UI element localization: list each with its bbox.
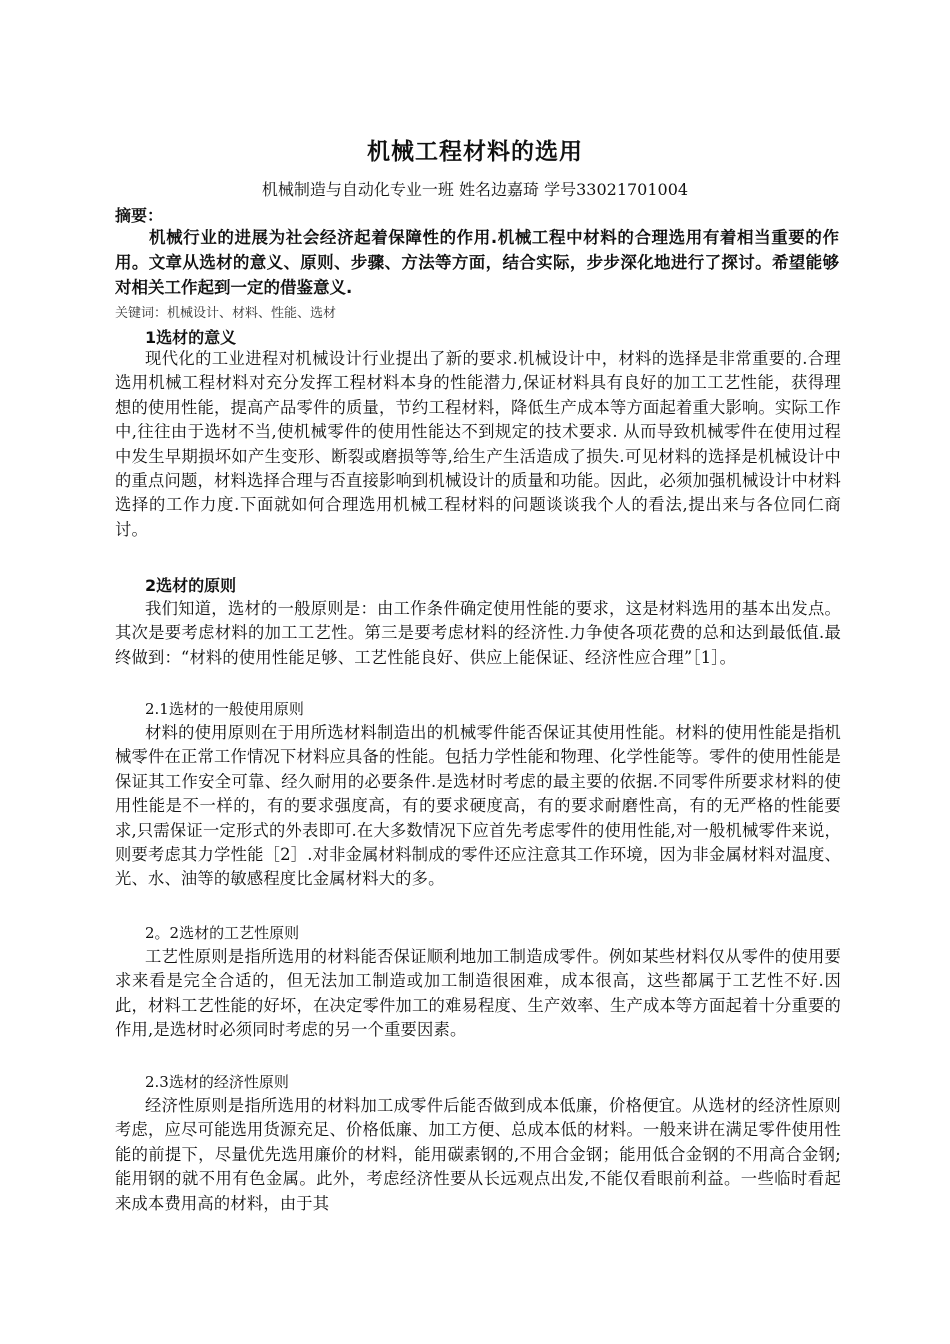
section-2-2-heading: 2。2选材的工艺性原则 [145, 924, 300, 942]
section-1-paragraph: 现代化的工业进程对机械设计行业提出了新的要求.机械设计中，材料的选择是非常重要的.合理选用机械工程材料对充分发挥工程材料本身的性能潜力,保证材料具有良好的加工工艺性能，获得理想的使用性能，提高产品零件的质量，节约工程材料，降低生产成本等方面起着重大影响。实际工作中,往往由于选材不当,使机械零件的使用性能达不到规定的技术要求. 从而导致机械零件在使用过程中发生早期损坏如产生变形、断裂或磨损等等,给生产生活造成了损失.可见材料的选择是机械设计中的重点问题，材料选择合理与否直接影响到机械设计的质量和功能。因此，必须加强机械设计中材料选择的工作力度.下面就如何合理选用机械工程材料的问题谈谈我个人的看法,提出来与各位同仁商讨。 [115, 349, 841, 539]
section-2-3-paragraph: 经济性原则是指所选用的材料加工成零件后能否做到成本低廉，价格便宜。从选材的经济性原则考虑，应尽可能选用货源充足、价格低廉、加工方便、总成本低的材料。一般来讲在满足零件使用性能的前提下，尽量优先选用廉价的材料，能用碳素钢的,不用合金钢；能用低合金钢的不用高合金钢;能用钢的就不用有色金属。此外，考虑经济性要从长远观点出发,不能仅看眼前利益。一些临时看起来成本费用高的材料，由于其 [115, 1096, 841, 1213]
section-2-1-heading: 2.1选材的一般使用原则 [145, 700, 304, 718]
section-2-2-paragraph: 工艺性原则是指所选用的材料能否保证顺利地加工制造成零件。例如某些材料仅从零件的使用要求来看是完全合适的，但无法加工制造或加工制造很困难，成本很高，这些都属于工艺性不好.因此，材料工艺性能的好坏，在决定零件加工的难易程度、生产效率、生产成本等方面起着十分重要的作用,是选材时必须同时考虑的另一个重要因素。 [115, 947, 841, 1040]
author-line: 机械制造与自动化专业一班 姓名边嘉琦 学号33021701004 [261, 180, 689, 199]
page-title: 机械工程材料的选用 [367, 139, 583, 165]
section-2-heading: 2选材的原则 [145, 576, 237, 595]
section-2-1-paragraph: 材料的使用原则在于用所选材料制造出的机械零件能否保证其使用性能。材料的使用性能是指机械零件在正常工作情况下材料应具备的性能。包括力学性能和物理、化学性能等。零件的使用性能是保证其工作安全可靠、经久耐用的必要条件.是选材时考虑的最主要的依据.不同零件所要求材料的使用性能是不一样的，有的要求强度高，有的要求硬度高，有的要求耐磨性高，有的无严格的性能要求,只需保证一定形式的外表即可.在大多数情况下应首先考虑零件的使用性能,对一般机械零件来说，则要考虑其力学性能［2］.对非金属材料制成的零件还应注意其工作环境，因为非金属材料对温度、光、水、油等的敏感程度比金属材料大的多。 [115, 723, 841, 889]
abstract-text: 机械行业的进展为社会经济起着保障性的作用.机械工程中材料的合理选用有着相当重要的作用。文章从选材的意义、原则、步骤、方法等方面，结合实际，步步深化地进行了探讨。希望能够对相关工作起到一定的借鉴意义. [115, 228, 839, 297]
section-2-paragraph: 我们知道，选材的一般原则是：由工作条件确定使用性能的要求，这是材料选用的基本出发点。其次是要考虑材料的加工工艺性。第三是要考虑材料的经济性.力争使各项花费的总和达到最低值.最终做到：“材料的使用性能足够、工艺性能良好、供应上能保证、经济性应合理”［1］。 [115, 599, 841, 667]
section-1-heading: 1选材的意义 [145, 328, 237, 347]
section-2-3-heading: 2.3选材的经济性原则 [145, 1073, 289, 1091]
keywords-line: 关键词：机械设计、材料、性能、选材 [115, 306, 337, 321]
abstract-label: 摘要： [115, 206, 164, 225]
